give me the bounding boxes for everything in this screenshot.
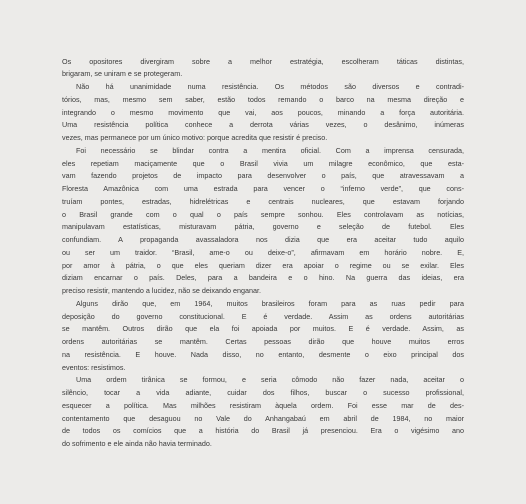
text-line: manipulavam estatísticas, misturavam pátria, governo e seleção de futebol. Eles [62,222,464,232]
text-line: se mantêm. Outros dirão que ela foi apoiada por muitos. E é verdade. Assim, as [62,324,464,334]
text-line: Foi necessário se blindar contra a mentira oficial. Com a imprensa censurada, [76,145,464,155]
paragraph-5 [62,374,464,451]
text-line: integrando o mesmo movimento que vai, aos poucos, minando a força autoritária. [62,107,464,117]
text-line: Floresta Amazônica com uma estrada para vencer o “inferno verde”, que cons- [62,184,464,193]
text-line: diziam encarnar o país. Deles, para a bandeira e o hino. Na guerra das ideias, era [62,273,464,283]
text-line: na resistência. E houve. Nada disso, no entanto, desmente o eixo principal dos [62,349,464,359]
text-line: silêncio, tocar a vida adiante, cuidar dos filhos, buscar o sucesso profissional, [62,388,464,397]
text-line: brigaram, se uniram e se protegeram. [62,69,183,79]
text-line: eventos: resistimos. [62,362,126,372]
paragraph-4 [62,298,464,375]
text-line: eles repetiam maciçamente que o Brasil vivia um milagre econômico, que esta- [62,158,464,168]
paragraph-3 [62,145,464,298]
text-line: ordens autoritárias se mantêm. Certas pessoas dirão que houve muitos erros [62,337,464,346]
text-line: vezes, mas permanece por um único motivo: porque acredita que resistir é preciso. [62,133,328,142]
paragraph-1 [62,56,464,82]
text-line: truíam pontes, estradas, hidrelétricas e centrais nucleares, que estavam forjando [62,196,464,206]
text-line: ou ser um traidor. “Brasil, ame-o ou deixe-o”, afirmavam em horário nobre. E, [62,247,464,257]
text-line: por amor à pátria, o que eles queriam dizer era apoiar o regime ou se exilar. Eles [62,260,464,270]
text-line: de todos os comícios que a história do Brasil já presenciou. Era o vigésimo ano [62,426,464,436]
text-line: deposição do governo constitucional. E é verdade. Assim as ordens autoritárias [62,311,464,321]
text-line: Não há unanimidade numa resistência. Os métodos são diversos e contradi- [76,82,464,91]
text-line: Uma ordem tirânica se formou, e seria cômodo não fazer nada, aceitar o [76,375,464,385]
text-line: Alguns dirão que, em 1964, muitos brasileiros foram para as ruas pedir para [76,298,464,308]
text-line: Os opositores divergiram sobre a melhor estratégia, escolheram táticas distintas, [62,56,464,66]
paragraph-2 [62,81,464,145]
text-line: tórios, mas, mesmo sem saber, estão todos remando o barco na mesma direção e [62,94,464,104]
text-line: vam fazendo projetos de impacto para desenvolver o país, que atravessavam a [62,171,464,181]
text-line: Uma resistência política conhece a derrota várias vezes, o desânimo, inúmeras [62,120,464,130]
text-line: esquecer a política. Mas milhões resistiram àquela ordem. Foi esse mar de des- [62,400,464,410]
text-line: o Brasil grande com o qual o país sempre sonhou. Eles controlavam as notícias, [62,209,464,219]
text-line: preciso resistir, mantendo a lucidez, não se deixando enganar. [62,286,261,295]
text-line: contentamento que desaguou no Vale do Anhangabaú em abril de 1984, no maior [62,413,464,423]
text-line: confundiam. A propaganda avassaladora nos dizia que era aceitar tudo aquilo [62,235,464,244]
body-text [62,56,464,451]
text-line: do sofrimento e ele ainda não havia terminado. [62,439,212,448]
